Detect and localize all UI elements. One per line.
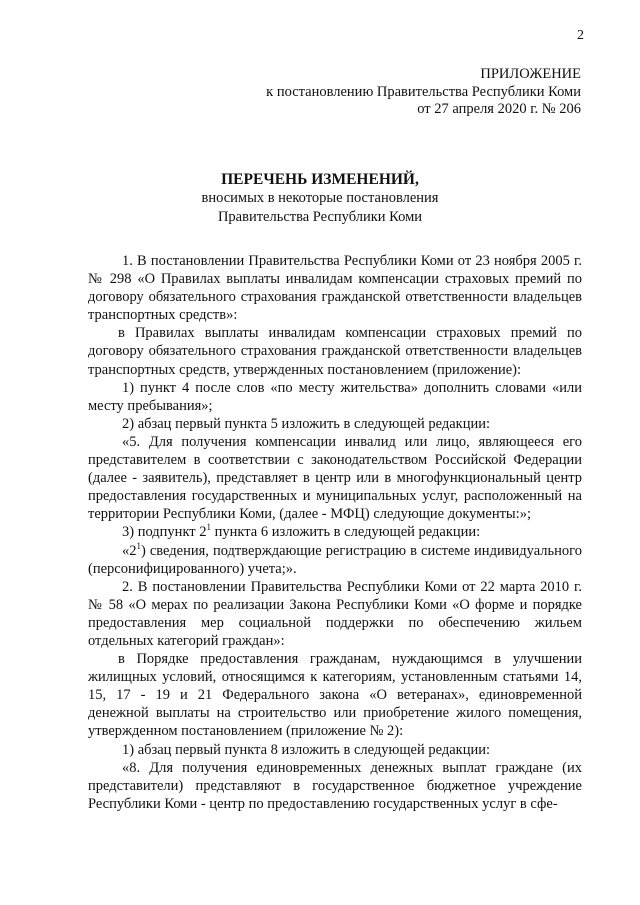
paragraph-11: «8. Для получения единовременных денежных выплат граждане (их представители) представляют в государственное бюджетное учреждение Республики Коми - центр по предоставлению государственных услуг в сфе- [88,759,582,812]
paragraph-5: «5. Для получения компенсации инвалид или лицо, являющееся его представителем в соответствии с законодательством Российской Федерации (далее - заявитель), представляет в центр или в многофункциональный центр предоставления государственных и муниципальных услуг, расположенный на территории Республики Коми, (далее - МФЦ) следующие документы:»; [88,433,582,523]
paragraph-4: 2) абзац первый пункта 5 изложить в следующей редакции: [122,415,491,432]
document-heading [0,170,640,227]
paragraph-7-start: «2 [122,542,137,559]
paragraph-6-start: 3) подпункт 2 [122,524,207,541]
paragraph-7-superscript: 1 [136,540,141,551]
heading-title: ПЕРЕЧЕНЬ ИЗМЕНЕНИЙ, [221,171,419,188]
paragraph-3: 1) пункт 4 после слов «по месту жительства» дополнить словами «или месту пребывания»; [88,379,582,414]
paragraph-6-end: пункта 6 изложить в следующей редакции: [211,524,481,541]
paragraph-7-end: ) сведения, подтверждающие регистрацию в системе индивидуального (персонифицированного) учета;». [88,542,582,577]
paragraph-9: в Порядке предоставления гражданам, нуждающимся в улучшении жилищных условий, относящимся к категориям, установленным статьями 14, 15, 17 - 19 и 21 Федерального закона «О ветеранах», единовременной денежной выплаты на строительство или приобретение жилого помещения, утвержденном постановлением (приложение № 2): [88,651,582,740]
paragraph-2: в Правилах выплаты инвалидам компенсации страховых премий по договору обязательного страхования гражданской ответственности владельцев транспортных средств, утвержденных постановлением (приложение): [88,325,582,378]
heading-subtitle-2: Правительства Республики Коми [217,209,423,225]
paragraph-8: 2. В постановлении Правительства Республики Коми от 22 марта 2010 г. № 58 «О мерах по реализации Закона Республики Коми «О форме и порядке предоставления мер социальной поддержки по обеспечению жильем отдельных категорий граждан»: [88,578,582,649]
appendix-title: ПРИЛОЖЕНИЕ [480,66,581,82]
paragraph-1: 1. В постановлении Правительства Республики Коми от 23 ноября 2005 г. № 298 «О Правилах выплаты инвалидам компенсации страховых премий по договору обязательного страхования гражданской ответственности владельцев транспортных средств»: [88,253,582,324]
paragraph-7 [88,542,582,578]
paragraph-10: 1) абзац первый пункта 8 изложить в следующей редакции: [122,741,491,758]
heading-subtitle-1: вносимых в некоторые постановления [201,190,439,206]
page-number: 2 [577,28,584,43]
document-body [88,252,582,813]
appendix-header [266,66,581,119]
paragraph-6 [88,523,582,541]
appendix-line-2: от 27 апреля 2020 г. № 206 [417,101,581,117]
paragraph-6-superscript: 1 [206,522,212,533]
appendix-line-1: к постановлению Правительства Республики Коми [266,83,581,100]
